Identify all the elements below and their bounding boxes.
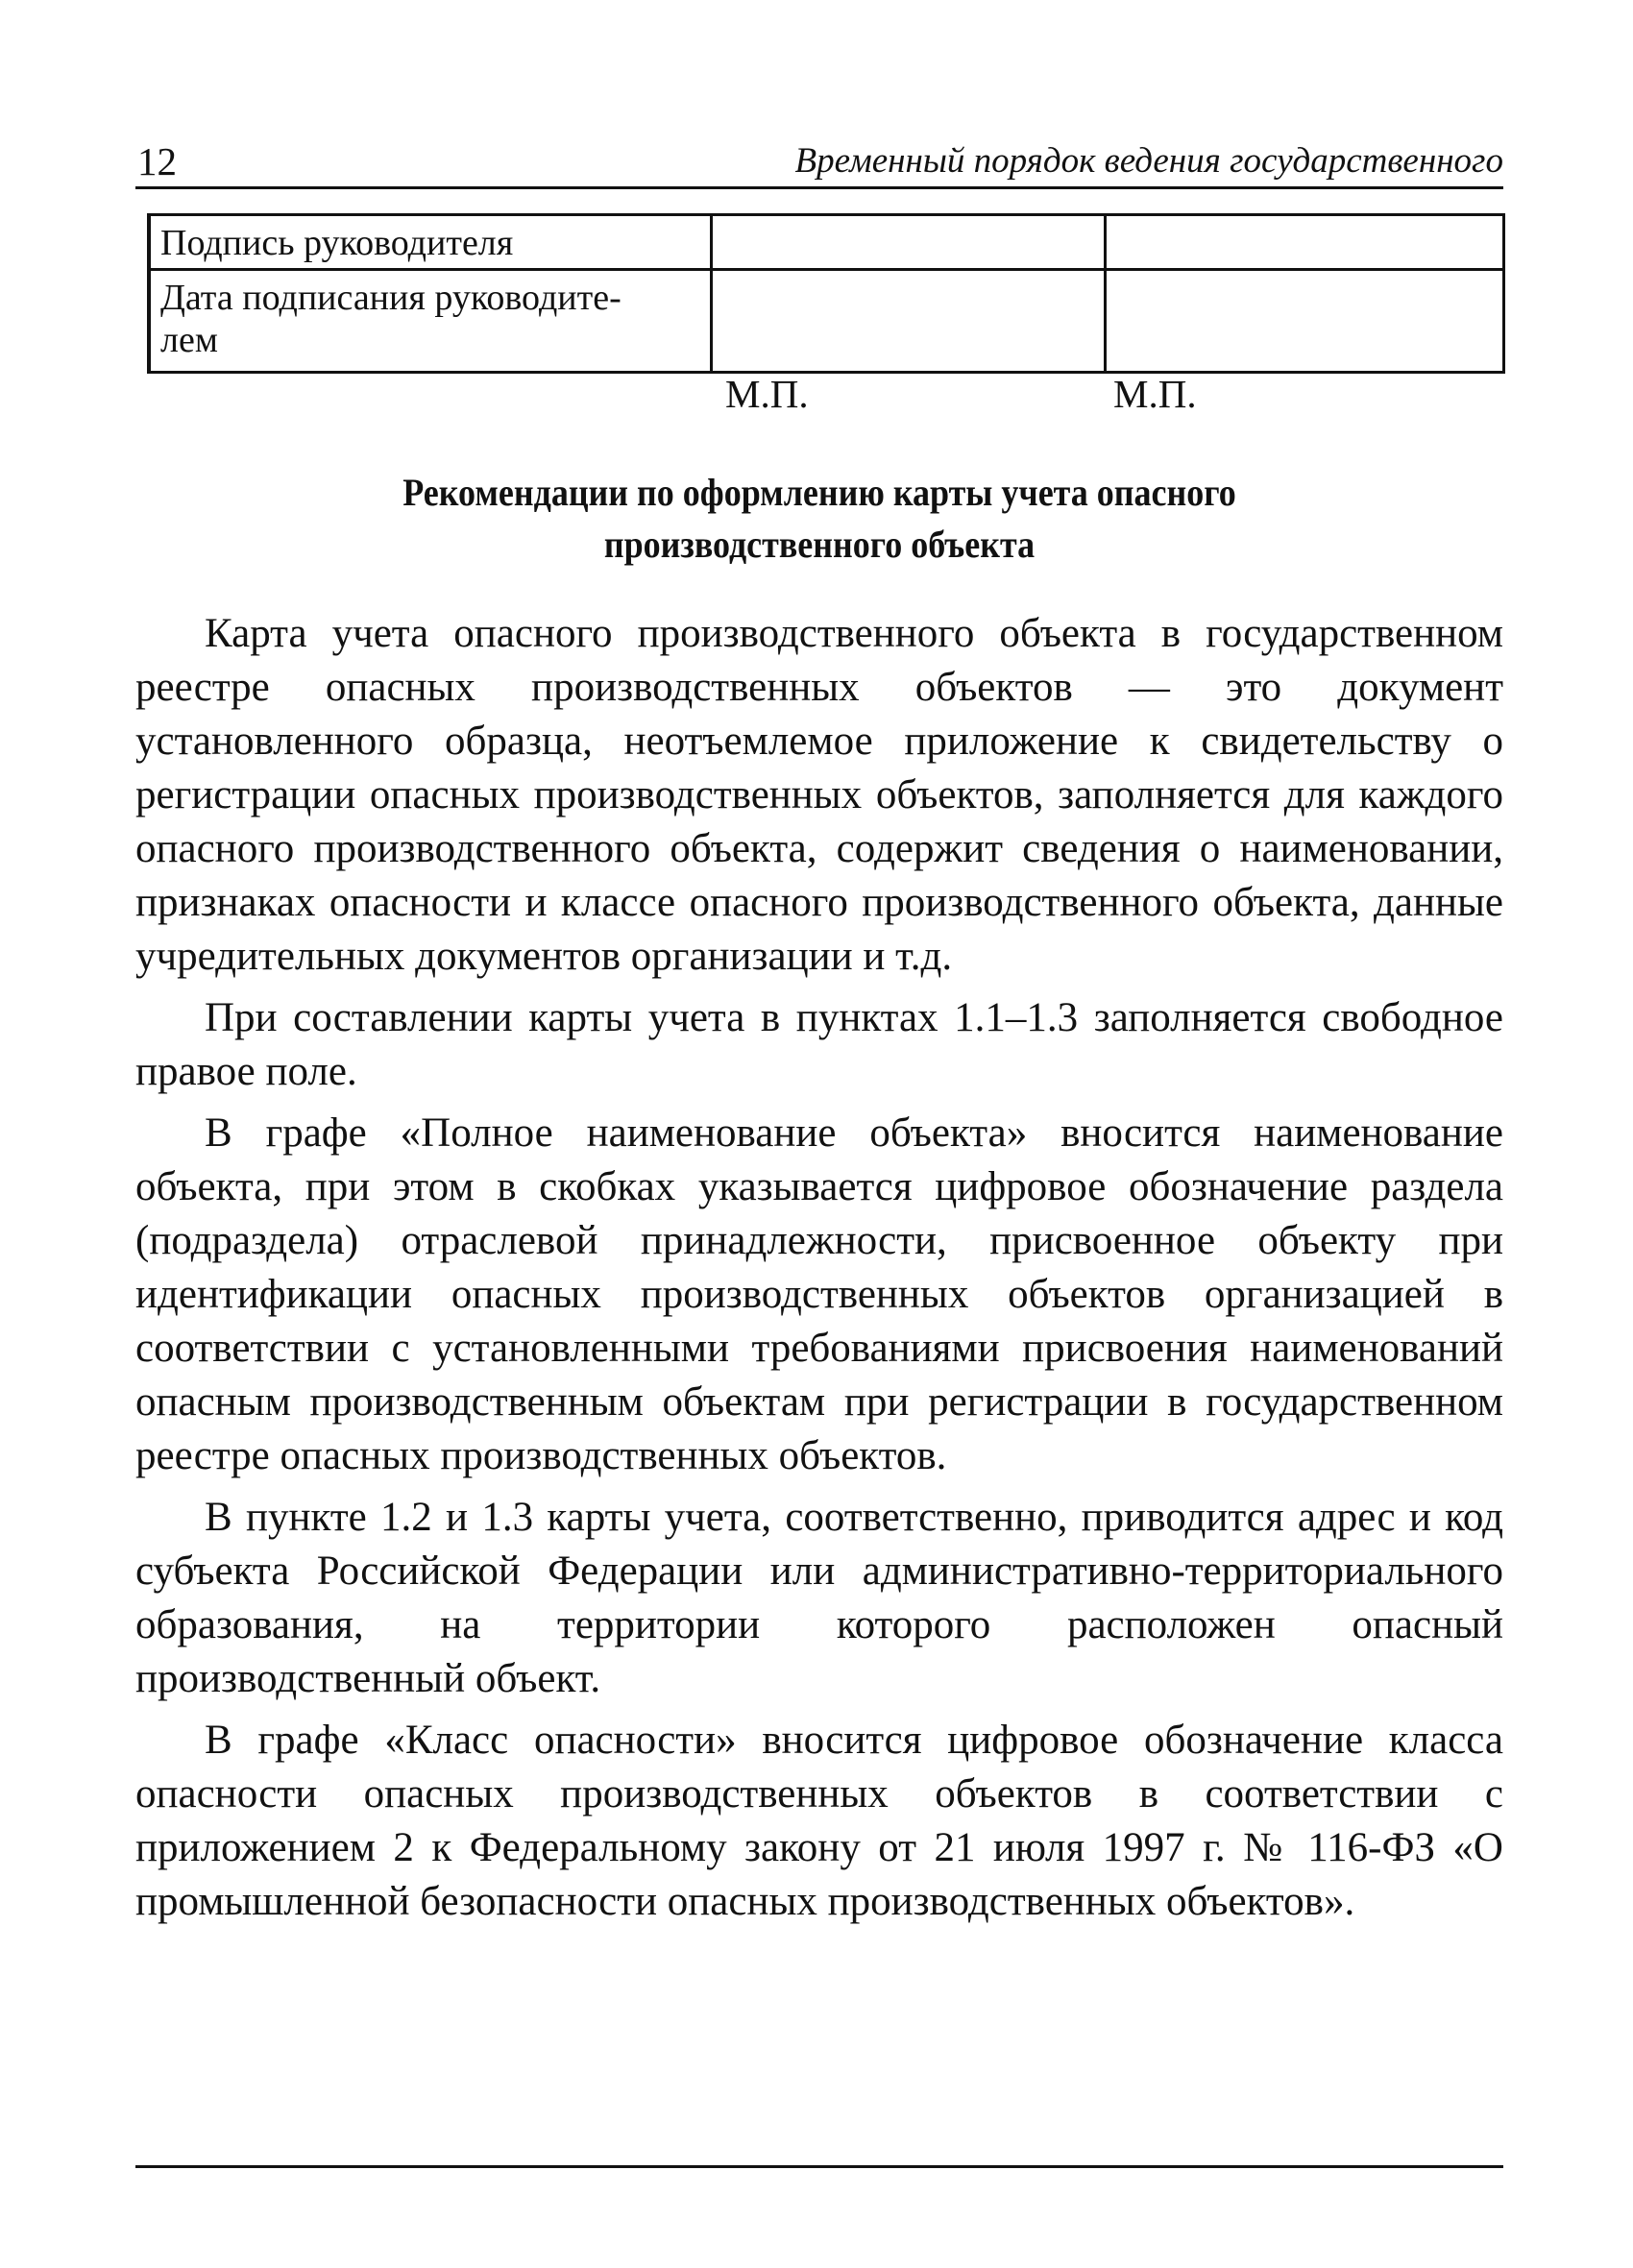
section-heading <box>204 467 1435 571</box>
signing-date-cell-1 <box>711 270 1105 373</box>
signature-label: Подпись руководителя <box>160 223 514 263</box>
section-heading-line-2: производственного объекта <box>603 523 1036 566</box>
seal-mark-1: М.П. <box>725 372 809 416</box>
signature-table <box>147 213 1505 374</box>
body-text <box>135 607 1503 1937</box>
seal-mark-2: М.П. <box>1113 372 1197 416</box>
paragraph-2: При составлении карты учета в пунктах 1.1–1.3 заполняется свободное правое поле. <box>135 995 1503 1094</box>
section-heading-line-1: Рекомендации по оформлению карты учета опасного <box>402 471 1236 514</box>
bottom-rule <box>135 2165 1503 2168</box>
signing-date-label: Дата подписания руководите- лем <box>160 278 622 360</box>
running-title: Временный порядок ведения государственного <box>794 141 1503 181</box>
signing-date-label-cell <box>149 270 711 373</box>
signature-label-cell <box>149 215 711 270</box>
running-header <box>135 133 1503 189</box>
paragraph-1: Карта учета опасного производственного объекта в государственном реестре опасных производственных объектов — это документ установленного образца, неотъемлемое приложение к свидетельству о регистрации опасных производственных объектов, заполняется для каждого опасного производственного объекта, содержит сведения о наименовании, признаках опасности и классе опасного производственного объекта, данные учредительных документов организации и т.д. <box>135 611 1503 979</box>
signature-cell-2 <box>1105 215 1503 270</box>
table-row <box>149 270 1503 373</box>
signature-cell-1 <box>711 215 1105 270</box>
paragraph-5: В графе «Класс опасности» вносится цифровое обозначение класса опасности опасных производственных объектов в соответствии с приложением 2 к Федеральному закону от 21 июля 1997 г. № 116-ФЗ «О промышленной безопасности опасных производственных объектов». <box>135 1718 1503 1924</box>
paragraph-3: В графе «Полное наименование объекта» вносится наименование объекта, при этом в скобках указывается цифровое обозначение раздела (подраздела) отраслевой принадлежности, присвоенное объекту при идентификации опасных производственных объектов организацией в соответствии с установленными требованиями присвоения наименований опасным производственным объектам при регистрации в государственном реестре опасных производственных объектов. <box>135 1110 1503 1478</box>
table-row <box>149 215 1503 270</box>
paragraph-4: В пункте 1.2 и 1.3 карты учета, соответственно, приводится адрес и код субъекта Российской Федерации или административно-территориального образования, на территории которого расположен опасный производственный объект. <box>135 1495 1503 1701</box>
signing-date-cell-2 <box>1105 270 1503 373</box>
page-number: 12 <box>137 139 177 183</box>
